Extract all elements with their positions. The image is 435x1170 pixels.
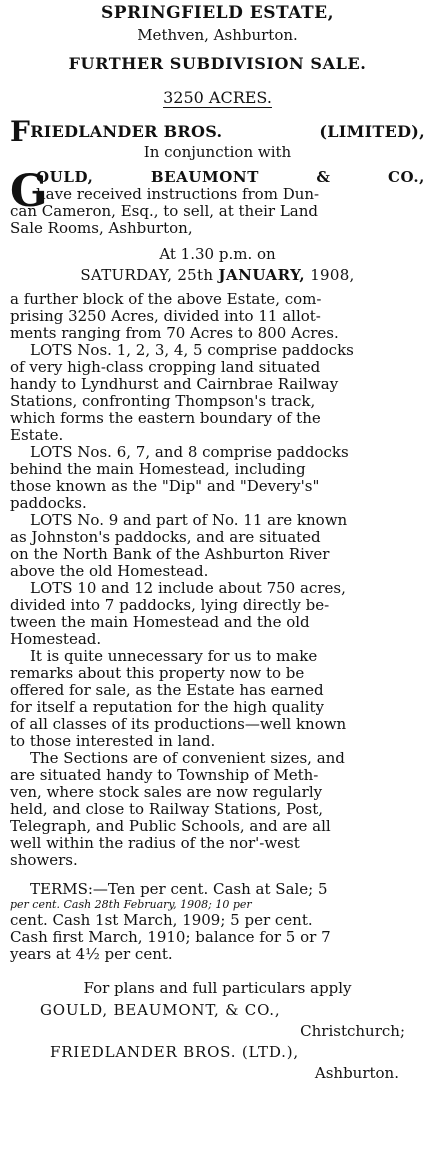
terms-line: TERMS:—Ten per cent. Cash at Sale; 5 [30,880,328,898]
intro-line: Sale Rooms, Ashburton, [10,219,193,237]
body-line: LOTS 10 and 12 include about 750 acres, [30,579,346,597]
signatory-place-christchurch: Christchurch; [300,1022,405,1040]
auctioneer-name [10,115,425,148]
body-line: Stations, confronting Thompson's track, [10,392,316,410]
body-line: to those interested in land. [10,732,216,750]
partner-block [10,168,425,237]
terms-line: cent. Cash 1st March, 1909; 5 per cent. [10,911,313,929]
body-line: It is quite unnecessary for us to make [30,647,318,665]
para-sections [10,750,425,869]
partner-word-1: OULD, [36,168,94,186]
partner-name [36,168,425,186]
body-line: prising 3250 Acres, divided into 11 allot- [10,307,321,325]
para-lots-1 [10,342,425,444]
terms-line: per cent. Cash 28th February, 1908; 10 per [10,898,252,911]
body-line: ven, where stock sales are now regularly [10,783,323,801]
body-line: showers. [10,851,78,869]
signatory-gould: GOULD, BEAUMONT, & CO., [40,1001,281,1019]
acres-text: 3250 ACRES. [163,88,272,107]
para-remarks [10,648,425,750]
body-line: LOTS Nos. 1, 2, 3, 4, 5 comprise paddocks [30,341,354,359]
body-line: of very high-class cropping land situated [10,358,321,376]
body-line: remarks about this property now to be [10,664,305,682]
body-line: on the North Bank of the Ashburton River [10,545,330,563]
body-line: LOTS No. 9 and part of No. 11 are known [30,511,348,529]
body-line: offered for sale, as the Estate has earned [10,681,324,699]
body-line: of all classes of its productions—well known [10,715,347,733]
auctioneer-dropcap: F [10,115,31,148]
sale-day: SATURDAY, 25th [80,266,214,284]
para-lots-2 [10,444,425,512]
body-line: those known as the "Dip" and "Devery's" [10,477,320,495]
partner-word-4: CO., [388,168,425,186]
body-line: Estate. [10,426,64,444]
plans-text: For plans and full particulars apply [83,979,352,997]
signatory-place-ashburton: Ashburton. [314,1064,399,1082]
para-intro [10,291,425,342]
conjunction-text: In conjunction with [143,143,292,161]
auctioneer-limited: (LIMITED), [319,122,425,141]
sale-type-heading: FURTHER SUBDIVISION SALE. [68,54,367,73]
partner-word-2: BEAUMONT [150,168,259,186]
acres-heading [10,86,425,110]
auctioneer-name-rest: RIEDLANDER BROS. [30,122,223,141]
body-line: a further block of the above Estate, com- [10,290,322,308]
body-line: ments ranging from 70 Acres to 800 Acres. [10,324,339,342]
para-lots-4 [10,580,425,648]
body-line: LOTS Nos. 6, 7, and 8 comprise paddocks [30,443,349,461]
body-line: handy to Lyndhurst and Cairnbrae Railway [10,375,339,393]
signatory-friedlander: FRIEDLANDER BROS. (LTD.), [50,1043,299,1061]
terms-block [10,881,425,963]
body-line: as Johnston's paddocks, and are situated [10,528,321,546]
body-line: held, and close to Railway Stations, Post, [10,800,324,818]
body-line: for itself a reputation for the high quality [10,698,324,716]
body-line: behind the main Homestead, including [10,460,306,478]
body-line: well within the radius of the nor'-west [10,834,300,852]
intro-line: have received instructions from Dun- [36,185,320,203]
estate-location: Methven, Ashburton. [137,26,298,44]
body-line: paddocks. [10,494,87,512]
body-line: are situated handy to Township of Meth- [10,766,319,784]
sale-date [10,265,425,285]
terms-line: years at 4½ per cent. [10,945,173,963]
sale-year: 1908, [310,266,355,284]
body-line: which forms the eastern boundary of the [10,409,321,427]
para-lots-3 [10,512,425,580]
body-line: Telegraph, and Public Schools, and are all [10,817,331,835]
sale-time: At 1.30 p.m. on [159,245,276,263]
sale-month: JANUARY, [218,266,306,284]
body-line: tween the main Homestead and the old [10,613,310,631]
body-line: divided into 7 paddocks, lying directly be- [10,596,330,614]
estate-title: SPRINGFIELD ESTATE, [100,3,335,23]
partner-word-3: & [316,168,331,186]
body-line: Homestead. [10,630,102,648]
partner-dropcap: G [10,166,48,217]
body-line: above the old Homestead. [10,562,209,580]
body-line: The Sections are of convenient sizes, and [30,749,345,767]
terms-line: Cash first March, 1910; balance for 5 or 7 [10,928,331,946]
intro-line: can Cameron, Esq., to sell, at their Land [10,202,318,220]
